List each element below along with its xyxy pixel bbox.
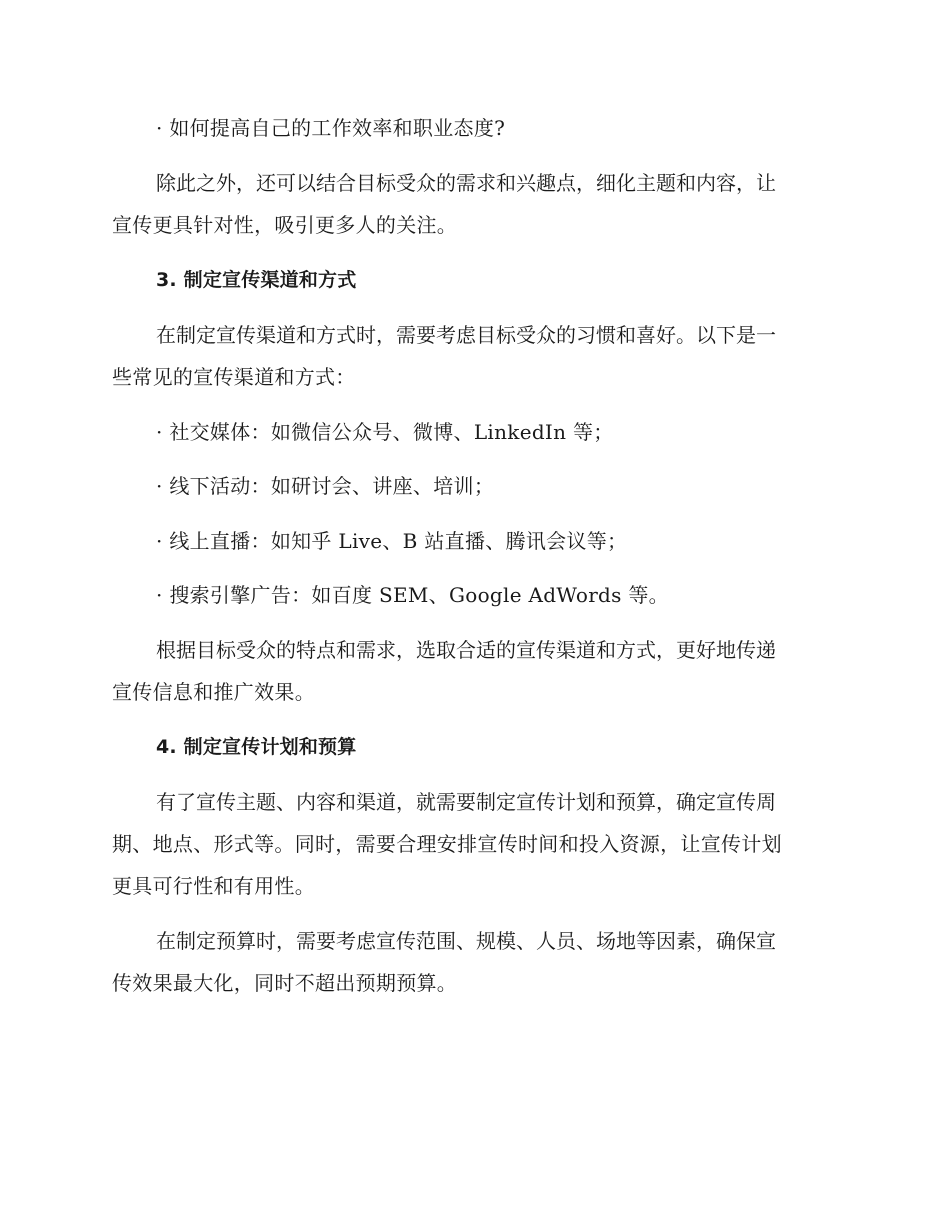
para-audience-line1: 除此之外，还可以结合目标受众的需求和兴趣点，细化主题和内容，让 — [156, 171, 776, 195]
para-channels-summary-line1: 根据目标受众的特点和需求，选取合适的宣传渠道和方式，更好地传递 — [156, 638, 776, 662]
para-plan-line3: 更具可行性和有用性。 — [112, 874, 315, 898]
para-channels-intro-line1: 在制定宣传渠道和方式时，需要考虑目标受众的习惯和喜好。以下是一 — [156, 323, 776, 347]
bullet-search-ads: · 搜索引擎广告：如百度 SEM、Google AdWords 等。 — [156, 583, 669, 607]
para-budget-line1: 在制定预算时，需要考虑宣传范围、规模、人员、场地等因素，确保宣 — [156, 929, 776, 953]
para-budget-line2: 传效果最大化，同时不超出预期预算。 — [112, 971, 458, 995]
para-channels-intro-line2: 些常见的宣传渠道和方式： — [112, 365, 356, 389]
bullet-social-media: · 社交媒体：如微信公众号、微博、LinkedIn 等； — [156, 420, 614, 444]
bullet-offline-events: · 线下活动：如研讨会、讲座、培训； — [156, 474, 495, 498]
para-audience-line2: 宣传更具针对性，吸引更多人的关注。 — [112, 213, 458, 237]
bullet-efficiency: · 如何提高自己的工作效率和职业态度? — [156, 116, 506, 140]
para-plan-line1: 有了宣传主题、内容和渠道，就需要制定宣传计划和预算，确定宣传周 — [156, 790, 776, 814]
heading-plan: 4. 制定宣传计划和预算 — [156, 736, 357, 758]
heading-channels: 3. 制定宣传渠道和方式 — [156, 269, 357, 291]
para-channels-summary-line2: 宣传信息和推广效果。 — [112, 680, 315, 704]
para-plan-line2: 期、地点、形式等。同时，需要合理安排宣传时间和投入资源，让宣传计划 — [112, 832, 782, 856]
bullet-live-streaming: · 线上直播：如知乎 Live、B 站直播、腾讯会议等； — [156, 529, 628, 553]
